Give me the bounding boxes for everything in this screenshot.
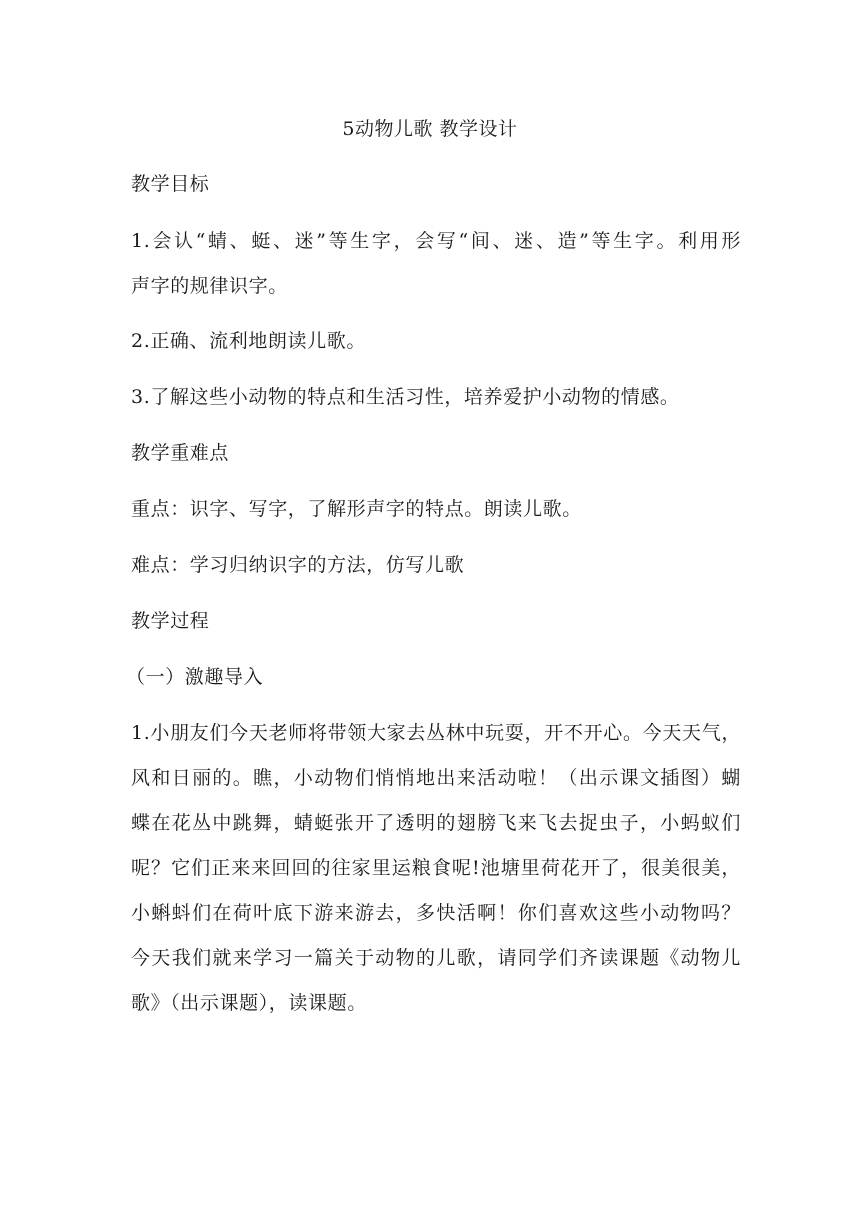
- paragraph-line: 今天我们就来学习一篇关于动物的儿歌，请同学们齐读课题《动物儿: [131, 947, 741, 969]
- paragraph-line: 1.会认“蜻、蜓、迷”等生字，会写“间、迷、造”等生字。利用形: [131, 230, 741, 252]
- paragraph-line: 蝶在花丛中跳舞，蜻蜓张开了透明的翅膀飞来飞去捉虫子，小蚂蚁们: [131, 812, 741, 834]
- heading-teaching-process: 教学过程: [131, 610, 210, 632]
- heading-teaching-goals: 教学目标: [131, 173, 210, 195]
- paragraph-line: 歌》（出示课题），读课题。: [131, 992, 367, 1014]
- paragraph-line: 声字的规律识字。: [131, 275, 288, 297]
- paragraph-line: 难点：学习归纳识字的方法，仿写儿歌: [131, 554, 465, 576]
- subheading-intro: （一）激趣导入: [126, 666, 264, 688]
- paragraph-line: 风和日丽的。瞧，小动物们悄悄地出来活动啦！（出示课文插图）蝴: [131, 767, 741, 789]
- paragraph-line: 3.了解这些小动物的特点和生活习性，培养爱护小动物的情感。: [131, 386, 680, 408]
- paragraph-line: 1.小朋友们今天老师将带领大家去丛林中玩耍，开不开心。今天天气，: [131, 722, 741, 744]
- paragraph-line: 2.正确、流利地朗读儿歌。: [131, 330, 366, 352]
- heading-key-difficulties: 教学重难点: [131, 442, 230, 464]
- paragraph-line: 小蝌蚪们在荷叶底下游来游去，多快活啊！你们喜欢这些小动物吗？: [131, 902, 741, 924]
- page-title: 5动物儿歌 教学设计: [342, 118, 518, 140]
- paragraph-line: 呢？它们正来来回回的往家里运粮食呢!池塘里荷花开了，很美很美，: [131, 857, 741, 879]
- paragraph-line: 重点：识字、写字，了解形声字的特点。朗读儿歌。: [131, 498, 582, 520]
